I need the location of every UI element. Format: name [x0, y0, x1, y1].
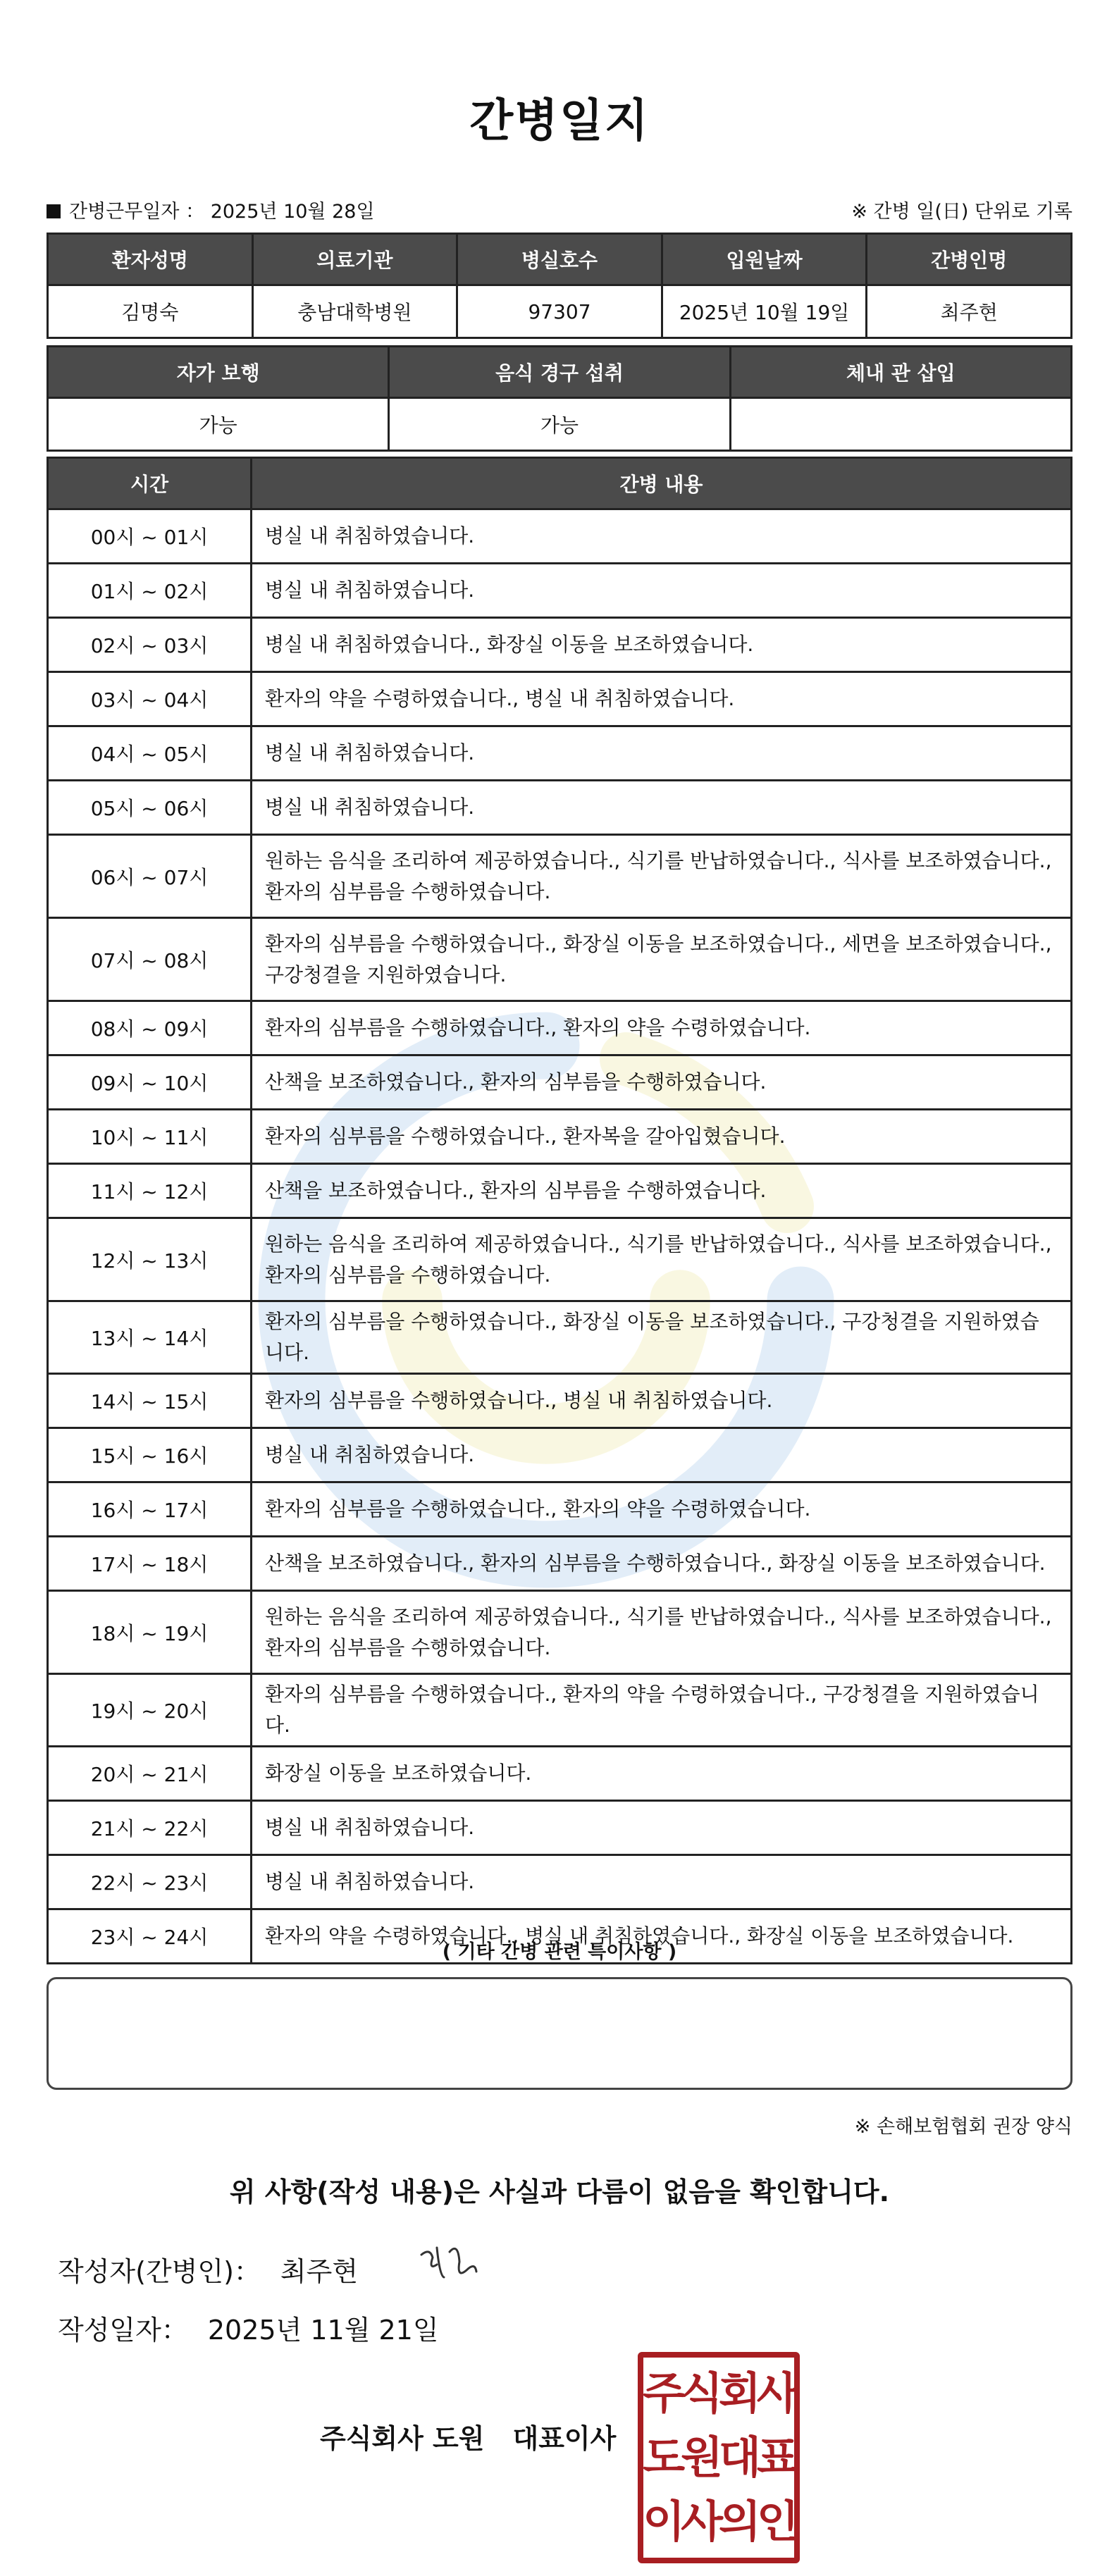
time-cell: 19시 ~ 20시 — [48, 1674, 252, 1747]
header-cell: 자가 보행 — [48, 347, 389, 398]
work-date-sep: ： — [185, 201, 205, 223]
header-cell: 체내 관 삽입 — [730, 347, 1071, 398]
oral-intake-status: 가능 — [389, 398, 730, 451]
time-cell: 02시 ~ 03시 — [48, 618, 252, 672]
table-row — [48, 1428, 1072, 1482]
square-bullet-icon — [47, 204, 61, 218]
time-cell: 01시 ~ 02시 — [48, 564, 252, 618]
content-cell: 화장실 이동을 보조하였습니다. — [252, 1747, 1072, 1801]
table-row — [48, 1855, 1072, 1909]
content-cell: 환자의 심부름을 수행하였습니다., 화장실 이동을 보조하였습니다., 구강청결을 지원하였습니다. — [252, 1301, 1072, 1374]
care-log-table — [47, 457, 1072, 1964]
content-cell: 원하는 음식을 조리하여 제공하였습니다., 식기를 반납하였습니다., 식사를 보조하였습니다., 환자의 심부름을 수행하였습니다. — [252, 835, 1072, 918]
time-cell: 15시 ~ 16시 — [48, 1428, 252, 1482]
company-seal — [638, 2352, 800, 2563]
time-cell: 05시 ~ 06시 — [48, 781, 252, 835]
table-row — [48, 564, 1072, 618]
admission-date: 2025년 10월 19일 — [662, 285, 867, 338]
time-cell: 12시 ~ 13시 — [48, 1218, 252, 1301]
table-row — [48, 509, 1072, 564]
header-cell: 의료기관 — [252, 234, 457, 285]
time-cell: 08시 ~ 09시 — [48, 1001, 252, 1055]
time-cell: 03시 ~ 04시 — [48, 672, 252, 726]
header-cell: 음식 경구 섭취 — [389, 347, 730, 398]
time-cell: 21시 ~ 22시 — [48, 1801, 252, 1855]
time-cell: 23시 ~ 24시 — [48, 1909, 252, 1964]
write-date-label: 작성일자： — [58, 2315, 188, 2346]
write-date-value: 2025년 11월 21일 — [207, 2315, 439, 2346]
time-cell: 20시 ~ 21시 — [48, 1747, 252, 1801]
form-note: ※ 손해보험협회 권장 양식 — [854, 2116, 1072, 2138]
content-cell: 산책을 보조하였습니다., 환자의 심부름을 수행하였습니다. — [252, 1164, 1072, 1218]
hospital-name: 충남대학병원 — [252, 285, 457, 338]
table-row — [48, 1055, 1072, 1110]
content-cell: 환자의 심부름을 수행하였습니다., 환자복을 갈아입혔습니다. — [252, 1110, 1072, 1164]
table-row — [48, 1591, 1072, 1674]
table-row — [48, 1164, 1072, 1218]
content-cell: 병실 내 취침하였습니다. — [252, 726, 1072, 781]
writer-label: 작성자(간병인)： — [58, 2256, 261, 2287]
table-row — [48, 618, 1072, 672]
caregiver-name: 최주현 — [867, 285, 1072, 338]
content-cell: 병실 내 취침하였습니다. — [252, 509, 1072, 564]
table-row — [48, 1001, 1072, 1055]
header-cell: 환자성명 — [48, 234, 253, 285]
table-row — [48, 1537, 1072, 1591]
content-cell: 병실 내 취침하였습니다. — [252, 1855, 1072, 1909]
company-line — [320, 2417, 616, 2456]
work-date-value: 2025년 10월 28일 — [210, 201, 375, 223]
time-cell: 00시 ~ 01시 — [48, 509, 252, 564]
notes-box — [47, 1977, 1072, 2090]
table-row — [48, 1801, 1072, 1855]
table-row — [48, 1218, 1072, 1301]
content-cell: 원하는 음식을 조리하여 제공하였습니다., 식기를 반납하였습니다., 식사를 보조하였습니다., 환자의 심부름을 수행하였습니다. — [252, 1591, 1072, 1674]
table-row — [48, 1110, 1072, 1164]
table-row — [48, 1301, 1072, 1374]
time-cell: 17시 ~ 18시 — [48, 1537, 252, 1591]
notes-title: ( 기타 간병 관련 특이사항 ) — [442, 1941, 677, 1963]
header-cell: 시간 — [48, 458, 252, 509]
content-cell: 환자의 심부름을 수행하였습니다., 환자의 약을 수령하였습니다. — [252, 1001, 1072, 1055]
writer-value: 최주현 — [280, 2256, 359, 2287]
table-row — [48, 918, 1072, 1001]
content-cell: 원하는 음식을 조리하여 제공하였습니다., 식기를 반납하였습니다., 식사를 보조하였습니다., 환자의 심부름을 수행하였습니다. — [252, 1218, 1072, 1301]
time-cell: 11시 ~ 12시 — [48, 1164, 252, 1218]
time-cell: 09시 ~ 10시 — [48, 1055, 252, 1110]
time-cell: 10시 ~ 11시 — [48, 1110, 252, 1164]
write-date-line — [58, 2308, 439, 2347]
seal-line: 도원대표 — [643, 2431, 795, 2483]
content-cell: 병실 내 취침하였습니다. — [252, 1428, 1072, 1482]
work-date — [47, 196, 375, 223]
header-cell: 간병인명 — [867, 234, 1072, 285]
content-cell: 환자의 심부름을 수행하였습니다., 병실 내 취침하였습니다. — [252, 1374, 1072, 1428]
confirm-statement: 위 사항(작성 내용)은 사실과 다름이 없음을 확인합니다. — [229, 2176, 890, 2207]
table-row — [48, 726, 1072, 781]
time-cell: 18시 ~ 19시 — [48, 1591, 252, 1674]
table-row — [48, 835, 1072, 918]
time-cell: 07시 ~ 08시 — [48, 918, 252, 1001]
table-row — [48, 1674, 1072, 1747]
time-cell: 14시 ~ 15시 — [48, 1374, 252, 1428]
content-cell: 환자의 약을 수령하였습니다., 병실 내 취침하였습니다., 화장실 이동을 보조하였습니다. — [252, 1909, 1072, 1964]
content-cell: 환자의 심부름을 수행하였습니다., 환자의 약을 수령하였습니다., 구강청결을 지원하였습니다. — [252, 1674, 1072, 1747]
room-number: 97307 — [457, 285, 662, 338]
content-cell: 산책을 보조하였습니다., 환자의 심부름을 수행하였습니다. — [252, 1055, 1072, 1110]
header-cell: 입원날짜 — [662, 234, 867, 285]
seal-line: 주식회사 — [643, 2367, 795, 2420]
time-cell: 16시 ~ 17시 — [48, 1482, 252, 1537]
signature-image — [416, 2234, 486, 2290]
content-cell: 환자의 심부름을 수행하였습니다., 환자의 약을 수령하였습니다. — [252, 1482, 1072, 1537]
patient-table — [47, 233, 1072, 339]
content-cell: 환자의 약을 수령하였습니다., 병실 내 취침하였습니다. — [252, 672, 1072, 726]
content-cell: 병실 내 취침하였습니다. — [252, 1801, 1072, 1855]
page-title: 간병일지 — [469, 95, 650, 147]
content-cell: 환자의 심부름을 수행하였습니다., 화장실 이동을 보조하였습니다., 세면을 보조하였습니다., 구강청결을 지원하였습니다. — [252, 918, 1072, 1001]
content-cell: 병실 내 취침하였습니다. — [252, 564, 1072, 618]
table-row — [48, 1482, 1072, 1537]
patient-name: 김명숙 — [48, 285, 253, 338]
time-cell: 06시 ~ 07시 — [48, 835, 252, 918]
self-walking-status: 가능 — [48, 398, 389, 451]
company-name: 주식회사 도원 — [320, 2423, 485, 2454]
table-row — [48, 781, 1072, 835]
status-table — [47, 345, 1072, 452]
company-rep: 대표이사 — [512, 2423, 617, 2454]
content-cell: 병실 내 취침하였습니다., 화장실 이동을 보조하였습니다. — [252, 618, 1072, 672]
time-cell: 13시 ~ 14시 — [48, 1301, 252, 1374]
table-row — [48, 672, 1072, 726]
content-cell: 병실 내 취침하였습니다. — [252, 781, 1072, 835]
seal-line: 이사의인 — [643, 2495, 795, 2547]
table-row — [48, 1747, 1072, 1801]
writer-line — [58, 2250, 358, 2289]
work-date-label: 간병근무일자 — [69, 201, 180, 223]
header-cell: 병실호수 — [457, 234, 662, 285]
tube-insertion-status — [730, 398, 1071, 451]
time-cell: 22시 ~ 23시 — [48, 1855, 252, 1909]
table-row — [48, 1374, 1072, 1428]
header-cell: 간병 내용 — [252, 458, 1072, 509]
content-cell: 산책을 보조하였습니다., 환자의 심부름을 수행하였습니다., 화장실 이동을 보조하였습니다. — [252, 1537, 1072, 1591]
time-cell: 04시 ~ 05시 — [48, 726, 252, 781]
unit-note: ※ 간병 일(日) 단위로 기록 — [851, 201, 1072, 223]
